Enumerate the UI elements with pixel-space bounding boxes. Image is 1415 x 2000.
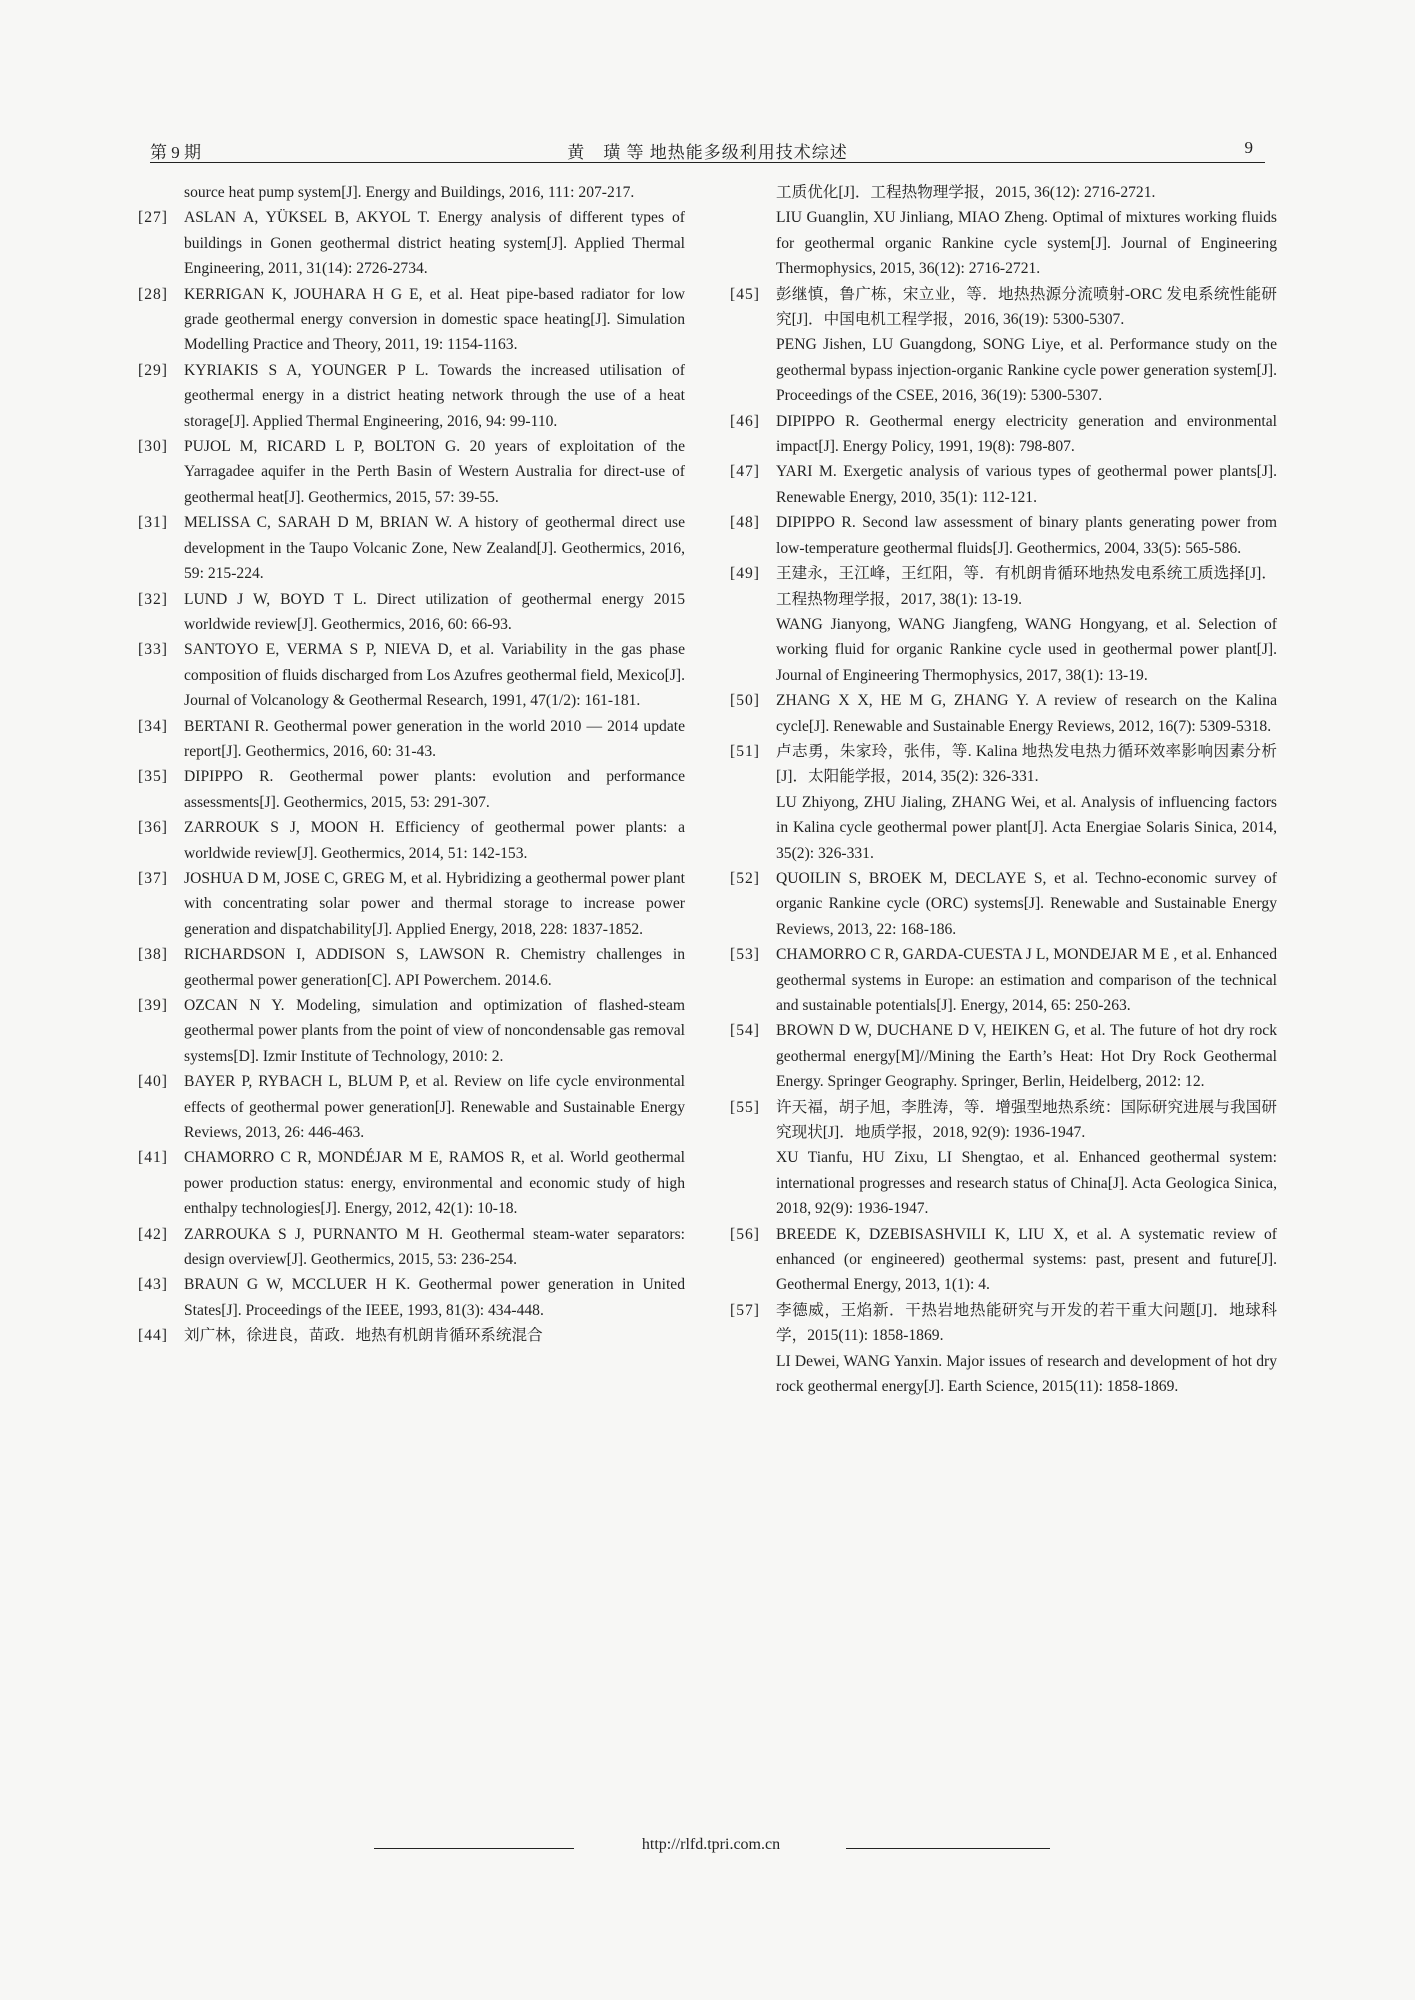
reference-text: KERRIGAN K, JOUHARA H G E, et al. Heat pipe-based radiator for low grade geothermal energy conversion in domestic space heating[J]. Simulation Modelling Practice and Theory, 2011, 19: 1154-1163. [184, 285, 685, 354]
reference-text: BERTANI R. Geothermal power generation in the world 2010 — 2014 update report[J]. Geothermics, 2016, 60: 31-43. [184, 717, 685, 760]
reference-entry [138, 1069, 685, 1145]
reference-text: LU Zhiyong, ZHU Jialing, ZHANG Wei, et al. Analysis of influencing factors in Kalina cycle geothermal power plant[J]. Acta Energiae Solaris Sinica, 2014, 35(2): 326-331. [776, 793, 1277, 862]
running-title: 黄 璜 等 地热能多级利用技术综述 [567, 143, 848, 162]
reference-entry [138, 764, 685, 815]
reference-text: BAYER P, RYBACH L, BLUM P, et al. Review on life cycle environmental effects of geothermal power generation[J]. Renewable and Sustainable Energy Reviews, 2013, 26: 446-463. [184, 1073, 685, 1142]
footer-url: http://rlfd.tpri.com.cn [641, 1836, 781, 1853]
reference-entry [730, 688, 1277, 739]
reference-entry [138, 714, 685, 765]
reference-entry [138, 358, 685, 434]
reference-entry [730, 1298, 1277, 1400]
reference-text: JOSHUA D M, JOSE C, GREG M, et al. Hybridizing a geothermal power plant with concentrating solar power and thermal storage to increase power generation and dispatchability[J]. Applied Energy, 2018, 228: 1837-1852. [184, 869, 685, 938]
reference-number: [41] [138, 1149, 168, 1167]
reference-entry [730, 180, 1277, 282]
reference-text: KYRIAKIS S A, YOUNGER P L. Towards the increased utilisation of geothermal energy in a district heating network through the use of a heat storage[J]. Applied Thermal Engineering, 2016, 94: 99-110. [184, 361, 685, 430]
reference-entry [138, 282, 685, 358]
page-number: 9 [1244, 138, 1253, 157]
reference-number: [37] [138, 869, 168, 887]
reference-entry [730, 1095, 1277, 1222]
reference-text: 许天福，胡子旭，李胜涛，等．增强型地热系统：国际研究进展与我国研究现状[J]．地质学报，2018, 92(9): 1936-1947. [776, 1098, 1277, 1142]
reference-entry [138, 637, 685, 713]
reference-text: MELISSA C, SARAH D M, BRIAN W. A history of geothermal direct use development in the Taupo Volcanic Zone, New Zealand[J]. Geothermics, 2016, 59: 215-224. [184, 514, 685, 583]
reference-text: ASLAN A, YÜKSEL B, AKYOL T. Energy analysis of different types of buildings in Gonen geothermal district heating system[J]. Applied Thermal Engineering, 2011, 31(14): 2726-2734. [184, 209, 685, 278]
reference-entry [730, 510, 1277, 561]
reference-text: RICHARDSON I, ADDISON S, LAWSON R. Chemistry challenges in geothermal power generation[C]. API Powerchem. 2014.6. [184, 946, 685, 989]
reference-entry [730, 459, 1277, 510]
references-right-column [730, 180, 1277, 1400]
reference-number: [40] [138, 1073, 168, 1091]
reference-entry [730, 561, 1277, 688]
reference-number: [36] [138, 819, 168, 837]
reference-entry [138, 1272, 685, 1323]
page-footer [0, 1836, 1415, 1862]
reference-entry [730, 866, 1277, 942]
reference-text: OZCAN N Y. Modeling, simulation and optimization of flashed-steam geothermal power plants from the point of view of noncondensable gas removal systems[D]. Izmir Institute of Technology, 2010: 2. [184, 997, 685, 1065]
reference-text: YARI M. Exergetic analysis of various types of geothermal power plants[J]. Renewable Energy, 2010, 35(1): 112-121. [776, 463, 1277, 506]
reference-number: [38] [138, 946, 168, 964]
reference-text: ZARROUKA S J, PURNANTO M H. Geothermal steam-water separators: design overview[J]. Geothermics, 2015, 53: 236-254. [184, 1225, 685, 1269]
reference-number: [51] [730, 742, 760, 760]
reference-number: [47] [730, 463, 760, 481]
reference-entry [730, 942, 1277, 1018]
reference-entry [730, 1222, 1277, 1298]
reference-text: BROWN D W, DUCHANE D V, HEIKEN G, et al. The future of hot dry rock geothermal energy[M]//Mining the Earth’s Heat: Hot Dry Rock Geothermal Energy. Springer Geography. Springer, Berlin, Heidelberg, 2012: 12. [776, 1022, 1277, 1091]
reference-number: [29] [138, 361, 168, 379]
reference-number: [35] [138, 768, 168, 786]
reference-number: [34] [138, 717, 168, 735]
reference-number: [45] [730, 285, 760, 303]
reference-text: LUND J W, BOYD T L. Direct utilization of geothermal energy 2015 worldwide review[J]. Geothermics, 2016, 60: 66-93. [184, 590, 685, 633]
reference-text: 李德威，王焰新．干热岩地热能研究与开发的若干重大问题[J]．地球科学，2015(11): 1858-1869. [776, 1301, 1277, 1345]
reference-number: [57] [730, 1301, 760, 1319]
reference-number: [30] [138, 438, 168, 456]
reference-entry [138, 434, 685, 510]
reference-number: [48] [730, 514, 760, 532]
reference-entry [730, 409, 1277, 460]
reference-text: ZHANG X X, HE M G, ZHANG Y. A review of research on the Kalina cycle[J]. Renewable and Sustainable Energy Reviews, 2012, 16(7): 5309-5318. [776, 692, 1277, 735]
reference-text: 王建永，王江峰，王红阳，等．有机朗肯循环地热发电系统工质选择[J]．工程热物理学报，2017, 38(1): 13-19. [776, 565, 1277, 608]
reference-text: QUOILIN S, BROEK M, DECLAYE S, et al. Techno-economic survey of organic Rankine cycle (ORC) systems[J]. Renewable and Sustainable Energy Reviews, 2013, 22: 168-186. [776, 869, 1277, 938]
reference-number: [54] [730, 1022, 760, 1040]
reference-number: [43] [138, 1276, 168, 1294]
reference-text: WANG Jianyong, WANG Jiangfeng, WANG Hongyang, et al. Selection of working fluid for organic Rankine cycle used in geothermal power plant[J]. Journal of Engineering Thermophysics, 2017, 38(1): 13-19. [776, 615, 1277, 684]
reference-entry [138, 1222, 685, 1273]
reference-text: SANTOYO E, VERMA S P, NIEVA D, et al. Variability in the gas phase composition of fluids discharged from Los Azufres geothermal field, Mexico[J]. Journal of Volcanology & Geothermal Research, 1991, 47(1/2): 161-181. [184, 641, 685, 710]
running-header [150, 136, 1265, 163]
reference-text: source heat pump system[J]. Energy and Buildings, 2016, 111: 207-217. [184, 184, 635, 201]
reference-text: BRAUN G W, MCCLUER H K. Geothermal power generation in United States[J]. Proceedings of the IEEE, 1993, 81(3): 434-448. [184, 1276, 685, 1319]
reference-number: [50] [730, 692, 760, 710]
reference-number: [44] [138, 1327, 168, 1345]
reference-entry [138, 587, 685, 638]
reference-text: ZARROUK S J, MOON H. Efficiency of geothermal power plants: a worldwide review[J]. Geothermics, 2014, 51: 142-153. [184, 819, 685, 862]
reference-entry [730, 1018, 1277, 1094]
reference-number: [32] [138, 590, 168, 608]
reference-number: [55] [730, 1098, 760, 1116]
reference-number: [49] [730, 565, 760, 583]
reference-text: 工质优化[J]．工程热物理学报，2015, 36(12): 2716-2721. [776, 184, 1156, 201]
reference-number: [27] [138, 209, 168, 227]
reference-text: 刘广林，徐进良，苗政．地热有机朗肯循环系统混合 [184, 1327, 543, 1345]
reference-entry [138, 942, 685, 993]
footer-rule-right [846, 1848, 1050, 1849]
reference-text: DIPIPPO R. Second law assessment of binary plants generating power from low-temperature geothermal fluids[J]. Geothermics, 2004, 33(5): 565-586. [776, 514, 1277, 557]
reference-entry [138, 866, 685, 942]
reference-number: [52] [730, 869, 760, 887]
reference-text: 卢志勇，朱家玲，张伟，等. Kalina 地热发电热力循环效率影响因素分析[J]．太阳能学报，2014, 35(2): 326-331. [776, 742, 1277, 786]
reference-text: XU Tianfu, HU Zixu, LI Shengtao, et al. Enhanced geothermal system: international progresses and research status of China[J]. Acta Geologica Sinica, 2018, 92(9): 1936-1947. [776, 1149, 1277, 1218]
reference-entry [138, 1323, 685, 1348]
reference-number: [53] [730, 946, 760, 964]
reference-text: PENG Jishen, LU Guangdong, SONG Liye, et al. Performance study on the geothermal bypass injection-organic Rankine cycle power generation system[J]. Proceedings of the CSEE, 2016, 36(19): 5300-5307. [776, 336, 1277, 405]
reference-number: [46] [730, 412, 760, 430]
reference-number: [56] [730, 1225, 760, 1243]
reference-text: DIPIPPO R. Geothermal power plants: evolution and performance assessments[J]. Geothermics, 2015, 53: 291-307. [184, 768, 685, 811]
issue-label: 第 9 期 [150, 143, 201, 162]
reference-entry [730, 739, 1277, 866]
reference-number: [33] [138, 641, 168, 659]
reference-entry [138, 815, 685, 866]
footer-rule-left [374, 1848, 574, 1849]
reference-entry [138, 205, 685, 281]
reference-entry [138, 510, 685, 586]
reference-number: [42] [138, 1225, 168, 1243]
reference-entry [138, 180, 685, 205]
references-left-column [138, 180, 685, 1349]
reference-text: BREEDE K, DZEBISASHVILI K, LIU X, et al. A systematic review of enhanced (or engineered) geothermal systems: past, present and future[J]. Geothermal Energy, 2013, 1(1): 4. [776, 1225, 1277, 1294]
reference-entry [138, 1145, 685, 1221]
reference-text: CHAMORRO C R, MONDÉJAR M E, RAMOS R, et al. World geothermal power production status: energy, environmental and economic study of high enthalpy technologies[J]. Energy, 2012, 42(1): 10-18. [184, 1149, 685, 1218]
reference-text: LI Dewei, WANG Yanxin. Major issues of research and development of hot dry rock geothermal energy[J]. Earth Science, 2015(11): 1858-1869. [776, 1352, 1277, 1396]
reference-text: CHAMORRO C R, GARDA-CUESTA J L, MONDEJAR M E , et al. Enhanced geothermal systems in Europe: an estimation and comparison of the technical and sustainable potentials[J]. Energy, 2014, 65: 250-263. [776, 946, 1277, 1014]
reference-text: LIU Guanglin, XU Jinliang, MIAO Zheng. Optimal of mixtures working fluids for geothermal organic Rankine cycle system[J]. Journal of Engineering Thermophysics, 2015, 36(12): 2716-2721. [776, 209, 1277, 278]
reference-number: [39] [138, 997, 168, 1014]
reference-number: [31] [138, 514, 168, 532]
reference-text: DIPIPPO R. Geothermal energy electricity generation and environmental impact[J]. Energy Policy, 1991, 19(8): 798-807. [776, 412, 1277, 456]
reference-entry [138, 993, 685, 1069]
reference-text: 彭继慎，鲁广栋，宋立业，等．地热热源分流喷射-ORC 发电系统性能研究[J]．中国电机工程学报，2016, 36(19): 5300-5307. [776, 285, 1277, 329]
reference-text: PUJOL M, RICARD L P, BOLTON G. 20 years of exploitation of the Yarragadee aquifer in the Perth Basin of Western Australia for direct-use of geothermal heat[J]. Geothermics, 2015, 57: 39-55. [184, 438, 685, 506]
reference-entry [730, 282, 1277, 409]
reference-number: [28] [138, 285, 168, 303]
